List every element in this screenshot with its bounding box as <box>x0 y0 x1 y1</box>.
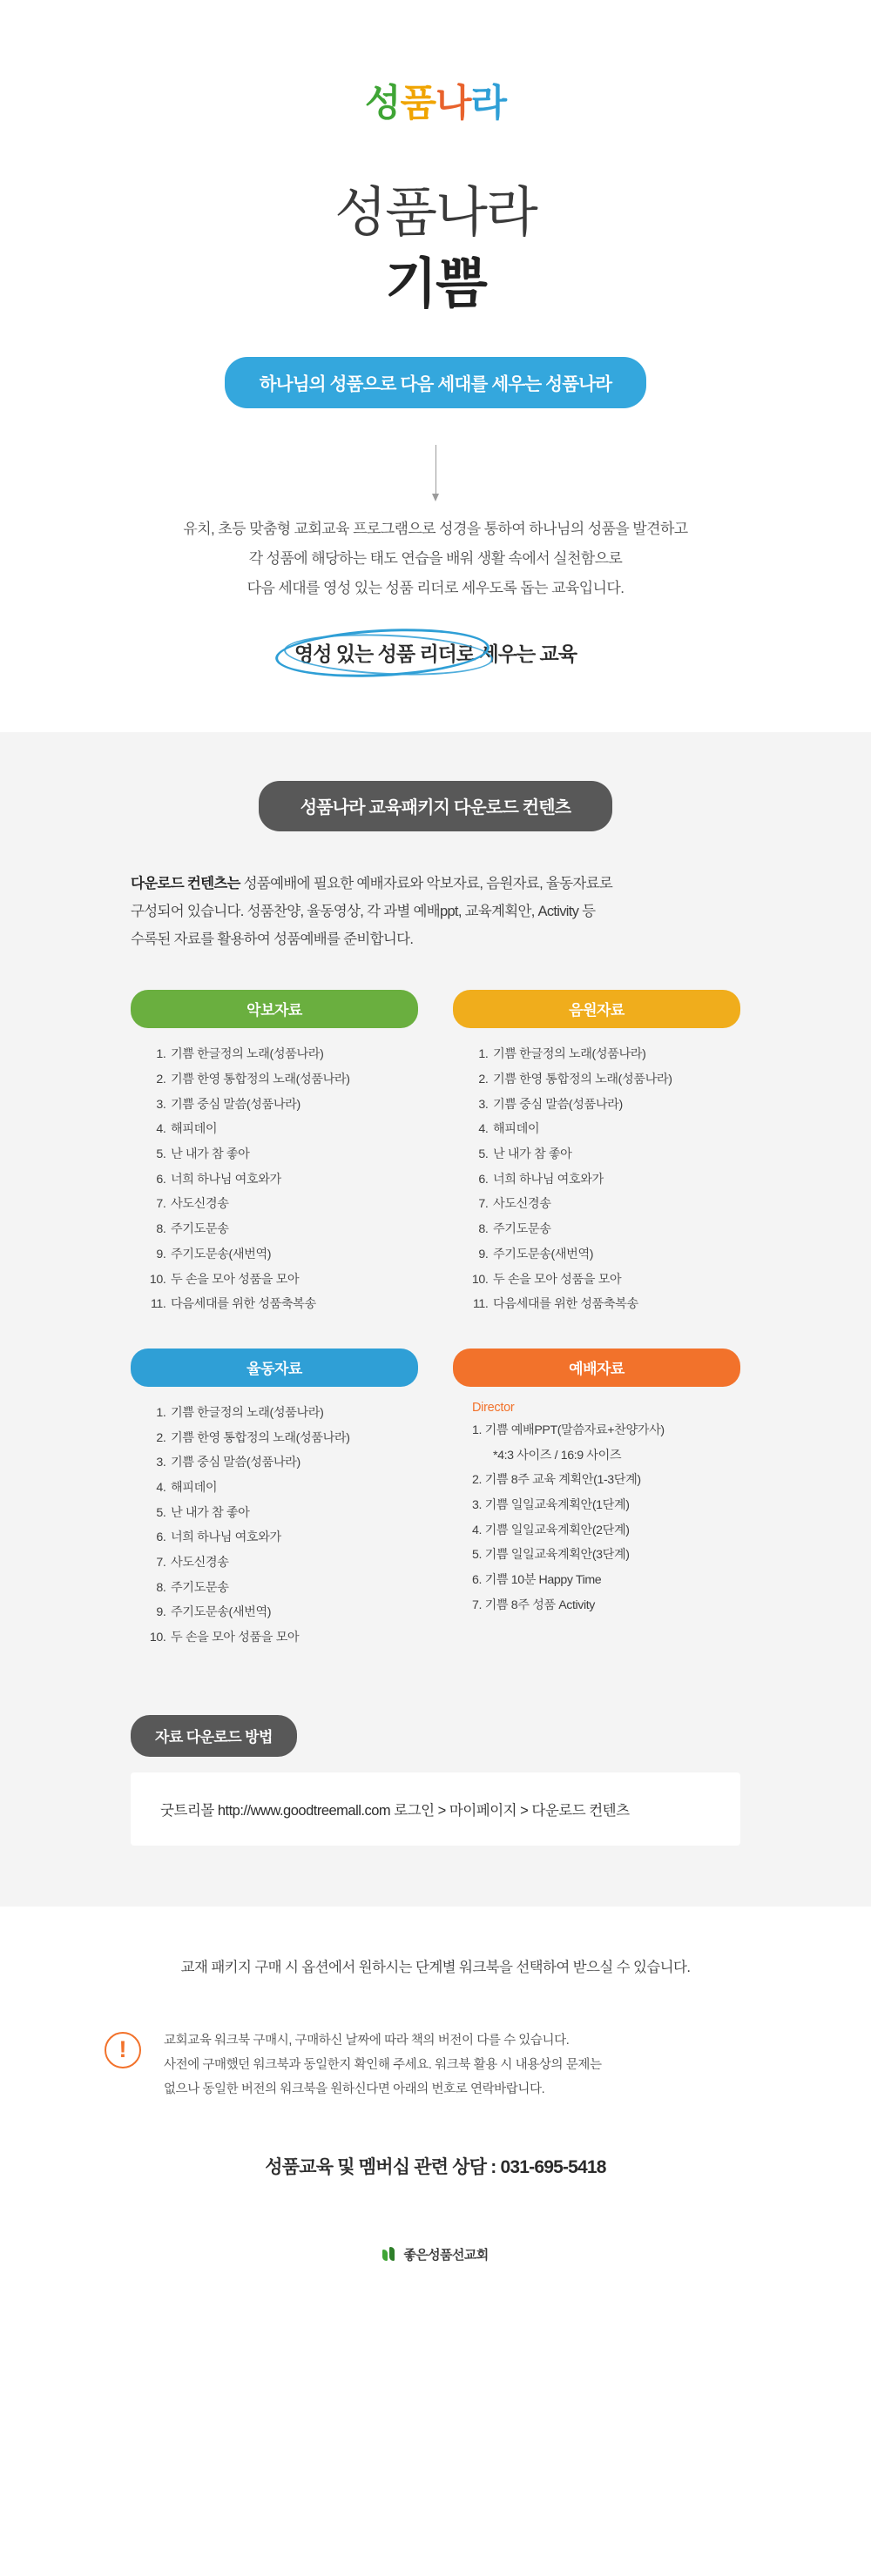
download-method <box>131 1715 740 1846</box>
list-motion <box>150 1401 418 1651</box>
highlight-phrase-inner <box>291 633 580 672</box>
logo-char-1: 성 <box>364 83 401 124</box>
leaf-icon <box>382 2247 396 2262</box>
card-title-score: 악보자료 <box>131 990 418 1028</box>
list-item: 3. 기쁨 일일교육계획안(1단계) <box>472 1497 630 1512</box>
section-intro-rest-2: 구성되어 있습니다. 성품찬양, 율동영상, 각 과별 예배ppt, 교육계획안, Activity 등 <box>131 903 596 919</box>
logo-char-2: 품 <box>400 83 436 124</box>
list-item: 6. 너희 하나님 여호와가 <box>169 1167 418 1193</box>
title-line-2: 기쁨 <box>385 254 486 315</box>
card-worship-resources <box>453 1349 740 1651</box>
list-item: 4. 해피데이 <box>169 1117 418 1142</box>
list-item: 11. 다음세대를 위한 성품축복송 <box>491 1292 740 1317</box>
list-item: 10. 두 손을 모아 성품을 모아 <box>169 1625 418 1651</box>
list-item: 5. 기쁨 일일교육계획안(3단계) <box>472 1548 630 1563</box>
list-item: 4. 기쁨 일일교육계획안(2단계) <box>472 1523 630 1537</box>
warning-block <box>105 2028 766 2102</box>
list-item: 5. 난 내가 참 좋아 <box>491 1142 740 1167</box>
list-item: 9. 주기도문송(새번역) <box>491 1242 740 1268</box>
logo-text <box>365 85 506 123</box>
card-motion-resources <box>131 1349 418 1651</box>
card-score-resources <box>131 990 418 1317</box>
resource-card-grid <box>131 990 740 1650</box>
card-title-worship: 예배자료 <box>453 1349 740 1387</box>
section-intro-rest-1: 성품예배에 필요한 예배자료와 악보자료, 음원자료, 율동자료로 <box>240 875 613 891</box>
list-item: 2. 기쁨 한영 통합정의 노래(성품나라) <box>169 1426 418 1451</box>
section-intro <box>131 870 740 954</box>
contact-line: 성품교육 및 멤버십 관련 상담 : 031-695-5418 <box>265 2156 606 2177</box>
tagline-pill: 하나님의 성품으로 다음 세대를 세우는 성품나라 <box>225 357 647 408</box>
card-body-motion <box>131 1401 418 1651</box>
list-item: 9. 주기도문송(새번역) <box>169 1242 418 1268</box>
list-item: 7. 사도신경송 <box>169 1192 418 1217</box>
list-item: 5. 난 내가 참 좋아 <box>169 1142 418 1167</box>
list-item: 2. 기쁨 한영 통합정의 노래(성품나라) <box>491 1067 740 1093</box>
highlight-phrase-text: 영성 있는 성품 리더로 세우는 교육 <box>294 642 577 665</box>
list-item: 8. 주기도문송 <box>169 1217 418 1242</box>
card-body-audio <box>453 1042 740 1317</box>
list-item: 4. 해피데이 <box>169 1476 418 1501</box>
list-item: 6. 너희 하나님 여호와가 <box>169 1525 418 1550</box>
list-item: 10. 두 손을 모아 성품을 모아 <box>169 1268 418 1293</box>
list-item: 11. 다음세대를 위한 성품축복송 <box>169 1292 418 1317</box>
highlight-phrase <box>0 633 871 694</box>
description-line-2: 각 성품에 해당하는 태도 연습을 배워 생활 속에서 실천함으로 <box>248 549 623 567</box>
list-item: 9. 주기도문송(새번역) <box>169 1600 418 1625</box>
list-worship <box>472 1418 740 1618</box>
list-item: 1. 기쁨 한글정의 노래(성품나라) <box>169 1401 418 1426</box>
program-description <box>0 515 871 603</box>
list-item: 3. 기쁨 중심 말씀(성품나라) <box>169 1450 418 1476</box>
list-item: 3. 기쁨 중심 말씀(성품나라) <box>169 1093 418 1118</box>
list-item: 8. 주기도문송 <box>169 1576 418 1601</box>
description-line-1: 유치, 초등 맞춤형 교회교육 프로그램으로 성경을 통하여 하나님의 성품을 발견하고 <box>183 520 688 537</box>
section-intro-rest-3: 수록된 자료를 활용하여 성품예배를 준비합니다. <box>131 932 414 948</box>
logo-char-3: 나 <box>436 83 471 124</box>
list-item: 10. 두 손을 모아 성품을 모아 <box>491 1268 740 1293</box>
download-contents-section <box>0 732 871 1907</box>
down-arrow-icon <box>0 445 871 508</box>
list-item: 6. 기쁨 10분 Happy Time <box>472 1573 602 1587</box>
list-audio <box>472 1042 740 1317</box>
list-item: 8. 주기도문송 <box>491 1217 740 1242</box>
exclamation-icon: ! <box>105 2032 141 2068</box>
card-audio-resources <box>453 990 740 1317</box>
download-method-tag: 자료 다운로드 방법 <box>131 1715 297 1757</box>
list-item: 7. 사도신경송 <box>491 1192 740 1217</box>
footer <box>0 2245 871 2313</box>
list-item: 2. 기쁨 한영 통합정의 노래(성품나라) <box>169 1067 418 1093</box>
list-item: 1. 기쁨 한글정의 노래(성품나라) <box>491 1042 740 1067</box>
list-item-sub: *4:3 사이즈 / 16:9 사이즈 <box>493 1448 622 1463</box>
card-title-motion: 율동자료 <box>131 1349 418 1387</box>
footer-brand <box>382 2245 488 2263</box>
list-item: 4. 해피데이 <box>491 1117 740 1142</box>
warning-text <box>164 2028 602 2102</box>
list-item: 7. 사도신경송 <box>169 1550 418 1576</box>
title-line-1: 성품나라 <box>334 183 537 243</box>
arrow-head <box>432 494 439 501</box>
list-score <box>150 1042 418 1317</box>
list-item: 6. 너희 하나님 여호와가 <box>491 1167 740 1193</box>
section-heading: 성품나라 교육패키지 다운로드 컨텐츠 <box>259 781 613 831</box>
section-heading-wrap <box>0 781 871 831</box>
card-body-score <box>131 1042 418 1317</box>
footer-brand-name: 좋은성품선교회 <box>403 2247 489 2263</box>
description-line-3: 다음 세대를 영성 있는 성품 리더로 세우도록 돕는 교육입니다. <box>246 579 625 596</box>
section-intro-strong: 다운로드 컨텐츠는 <box>131 875 240 891</box>
list-item: 1. 기쁨 예배PPT(말씀자료+찬양가사) <box>472 1423 665 1437</box>
download-method-text: 굿트리몰 http://www.goodtreemall.com 로그인 > 마이페이지 > 다운로드 컨텐츠 <box>131 1772 740 1846</box>
card-body-worship <box>453 1401 740 1618</box>
list-item: 7. 기쁨 8주 성품 Activity <box>472 1597 595 1612</box>
list-item: 3. 기쁨 중심 말씀(성품나라) <box>491 1093 740 1118</box>
purchase-note: 교재 패키지 구매 시 옵션에서 원하시는 단계별 워크북을 선택하여 받으실 수 있습니다. <box>180 1959 691 1975</box>
warning-line-3: 없으나 동일한 버전의 워크북을 원하신다면 아래의 번호로 연락바랍니다. <box>164 2082 545 2097</box>
director-label: Director <box>472 1400 515 1415</box>
card-title-audio: 음원자료 <box>453 990 740 1028</box>
brand-logo <box>0 0 871 123</box>
logo-char-4: 라 <box>470 83 507 124</box>
warning-line-2: 사전에 구매했던 워크북과 동일한지 확인해 주세요. 워크북 활용 시 내용상의 문제는 <box>164 2058 602 2073</box>
page-title <box>0 182 871 319</box>
warning-line-1: 교회교육 워크북 구매시, 구매하신 날짜에 따라 책의 버전이 다를 수 있습니다. <box>164 2033 570 2048</box>
list-item: 1. 기쁨 한글정의 노래(성품나라) <box>169 1042 418 1067</box>
list-item: 2. 기쁨 8주 교육 계획안(1-3단계) <box>472 1473 641 1488</box>
tagline-wrap <box>0 357 871 408</box>
list-item: 5. 난 내가 참 좋아 <box>169 1501 418 1526</box>
